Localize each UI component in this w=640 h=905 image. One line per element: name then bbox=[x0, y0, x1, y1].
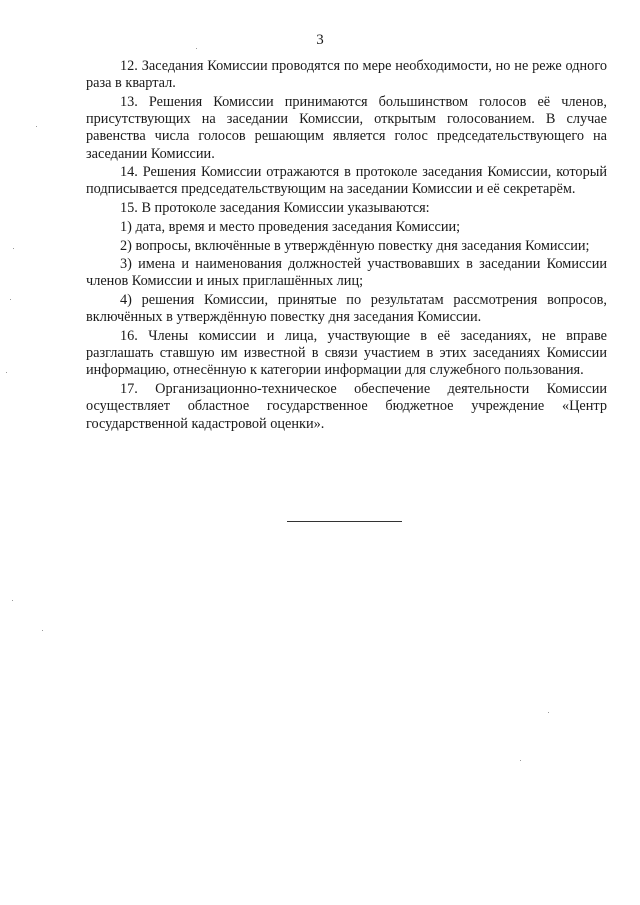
list-item-2: 2) вопросы, включённые в утверждённую повестку дня заседания Комиссии; bbox=[120, 237, 590, 254]
paragraph-15: 15. В протоколе заседания Комиссии указываются: bbox=[120, 200, 430, 217]
scan-speck bbox=[13, 248, 14, 249]
scan-speck bbox=[6, 372, 7, 373]
list-item-3: 3) имена и наименования должностей участвовавших в заседании Комиссии членов Комиссии и иных приглашённых лиц; bbox=[86, 256, 607, 290]
paragraph-16: 16. Члены комиссии и лица, участвующие в её заседаниях, не вправе разглашать ставшую им известной в связи участием в этих заседаниях Комиссии информацию, отнесённую к категории информации для служебного пользования. bbox=[86, 328, 607, 379]
document-body bbox=[86, 58, 607, 434]
scan-speck bbox=[12, 600, 13, 601]
paragraph-13: 13. Решения Комиссии принимаются большинством голосов её членов, присутствующих на заседании Комиссии, открытым голосованием. В случае равенства числа голосов решающим является голос председательствующего на заседании Комиссии. bbox=[86, 93, 607, 162]
scan-speck bbox=[520, 760, 521, 761]
scan-speck bbox=[42, 630, 43, 631]
paragraph-14: 14. Решения Комиссии отражаются в протоколе заседания Комиссии, который подписывается председательствующим на заседании Комиссии и её секретарём. bbox=[86, 164, 607, 198]
scan-speck bbox=[196, 48, 197, 49]
paragraph-17: 17. Организационно-техническое обеспечение деятельности Комиссии осуществляет областное государственное бюджетное учреждение «Центр государственной кадастровой оценки». bbox=[86, 381, 607, 432]
scan-speck bbox=[548, 712, 549, 713]
list-item-1: 1) дата, время и место проведения заседания Комиссии; bbox=[120, 218, 461, 235]
end-separator-line bbox=[287, 521, 402, 522]
list-item-4: 4) решения Комиссии, принятые по результатам рассмотрения вопросов, включённых в утверждённую повестку дня заседания Комиссии. bbox=[86, 292, 607, 326]
scan-speck bbox=[10, 299, 11, 300]
scan-speck bbox=[36, 126, 37, 127]
paragraph-12: 12. Заседания Комиссии проводятся по мере необходимости, но не реже одного раза в квартал. bbox=[86, 58, 607, 92]
page-number: 3 bbox=[316, 32, 324, 48]
